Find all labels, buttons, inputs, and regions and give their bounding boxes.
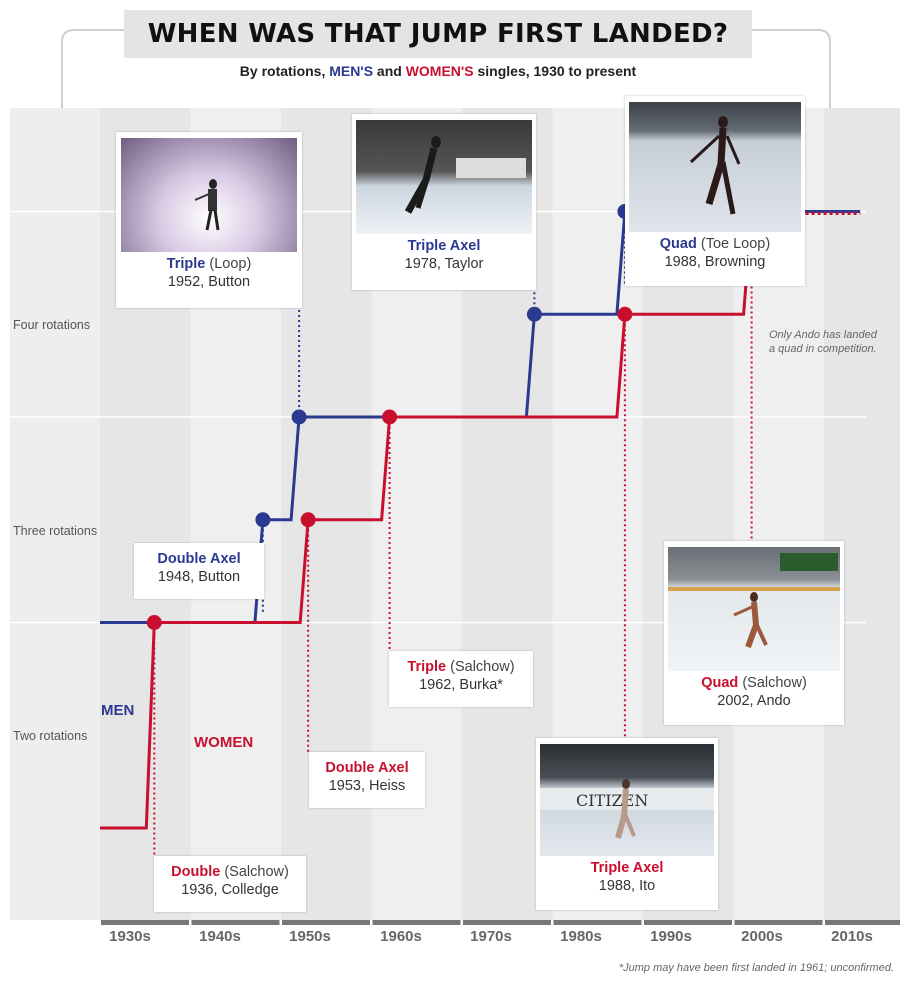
milestone-dot	[292, 410, 307, 425]
card-title	[664, 675, 844, 691]
subtitle-men: MEN'S	[329, 63, 374, 79]
chart-title: WHEN WAS THAT JUMP FIRST LANDED?	[124, 10, 752, 58]
x-tick-label: 1960s	[380, 928, 422, 945]
subtitle-and: and	[376, 63, 402, 79]
x-tick-label: 1930s	[109, 928, 151, 945]
skater-photo	[668, 547, 840, 671]
card-men-double-axel	[134, 543, 264, 599]
card-title	[309, 760, 425, 776]
card-women-triple-axel	[536, 738, 718, 910]
x-tick-label: 2000s	[741, 928, 783, 945]
footnote: *Jump may have been first landed in 1961; unconfirmed.	[618, 962, 894, 974]
card-men-triple-axel	[352, 114, 536, 290]
jump-name: Double	[171, 864, 221, 880]
skater-figure-icon	[356, 120, 532, 234]
milestone-dot	[617, 307, 632, 322]
card-title	[625, 236, 805, 252]
subtitle-suffix: singles, 1930 to present	[477, 63, 637, 79]
card-men-triple-loop	[116, 132, 302, 308]
x-tick-label: 1970s	[470, 928, 512, 945]
x-axis-segment	[101, 920, 189, 925]
subtitle-prefix: By rotations,	[239, 63, 326, 79]
card-women-double-salchow	[154, 856, 306, 912]
x-tick-label: 2010s	[831, 928, 873, 945]
x-axis-segment	[554, 920, 642, 925]
jump-type: (Salchow)	[224, 864, 289, 880]
card-title	[116, 256, 302, 272]
jump-name: Quad	[701, 675, 739, 691]
y-label-two: Two rotations	[13, 729, 88, 743]
jump-name: Triple Axel	[407, 238, 481, 254]
x-tick-label: 1950s	[289, 928, 331, 945]
card-detail: 1978, Taylor	[404, 256, 484, 272]
skater-figure-icon	[540, 744, 714, 856]
card-detail: 1953, Heiss	[328, 778, 406, 794]
milestone-dot	[255, 512, 270, 527]
ando-annotation: Only Ando has landed a quad in competition.	[769, 329, 877, 355]
jump-name: Triple	[166, 256, 206, 272]
card-men-quad-toe-loop	[625, 96, 805, 286]
y-label-three: Three rotations	[13, 524, 98, 538]
subtitle-women: WOMEN'S	[405, 63, 474, 79]
x-axis-segment	[825, 920, 900, 925]
jump-name: Double Axel	[157, 551, 241, 567]
svg-text:CITIZEN: CITIZEN	[576, 791, 649, 810]
jump-name: Double Axel	[325, 760, 409, 776]
milestone-dot	[382, 410, 397, 425]
jump-type: (Loop)	[209, 256, 252, 272]
x-tick-label: 1940s	[199, 928, 241, 945]
x-axis-segment	[282, 920, 370, 925]
label-band	[10, 108, 100, 920]
card-women-quad-salchow	[664, 541, 844, 725]
milestone-dot	[147, 615, 162, 630]
jump-name: Triple	[407, 659, 447, 675]
card-women-double-axel	[309, 752, 425, 808]
skater-figure-icon	[629, 102, 801, 232]
card-detail: 1988, Ito	[598, 878, 656, 894]
y-label-four: Four rotations	[13, 318, 91, 332]
card-title	[134, 551, 264, 567]
x-axis-segment	[373, 920, 461, 925]
x-axis-segment	[192, 920, 280, 925]
women-series-label: WOMEN	[194, 734, 254, 751]
x-axis-segment	[463, 920, 551, 925]
card-detail: 1962, Burka*	[419, 677, 503, 693]
skater-photo	[540, 744, 714, 856]
x-axis-segment	[735, 920, 823, 925]
skater-figure-icon	[121, 138, 297, 252]
x-tick-label: 1980s	[560, 928, 602, 945]
card-detail: 1936, Colledge	[181, 882, 279, 898]
card-title	[352, 238, 536, 254]
jump-name: Triple Axel	[590, 860, 664, 876]
card-title	[154, 864, 306, 880]
card-detail: 1952, Button	[167, 274, 251, 290]
card-title	[389, 659, 533, 675]
milestone-dot	[527, 307, 542, 322]
card-detail: 2002, Ando	[717, 693, 791, 709]
card-detail: 1988, Browning	[664, 254, 766, 270]
jump-type: (Salchow)	[742, 675, 807, 691]
chart-subtitle	[0, 63, 876, 79]
skater-photo	[629, 102, 801, 232]
men-series-label: MEN	[101, 702, 135, 719]
skater-photo	[356, 120, 532, 234]
decade-band	[824, 108, 900, 920]
jump-name: Quad	[659, 236, 697, 252]
skater-photo	[121, 138, 297, 252]
milestone-dot	[301, 512, 316, 527]
jump-type: (Salchow)	[450, 659, 515, 675]
jump-type: (Toe Loop)	[700, 236, 771, 252]
x-axis-segment	[644, 920, 732, 925]
skater-figure-icon	[668, 547, 840, 671]
card-title	[536, 860, 718, 876]
card-detail: 1948, Button	[157, 569, 241, 585]
x-tick-label: 1990s	[650, 928, 692, 945]
card-women-triple-salchow	[389, 651, 533, 707]
